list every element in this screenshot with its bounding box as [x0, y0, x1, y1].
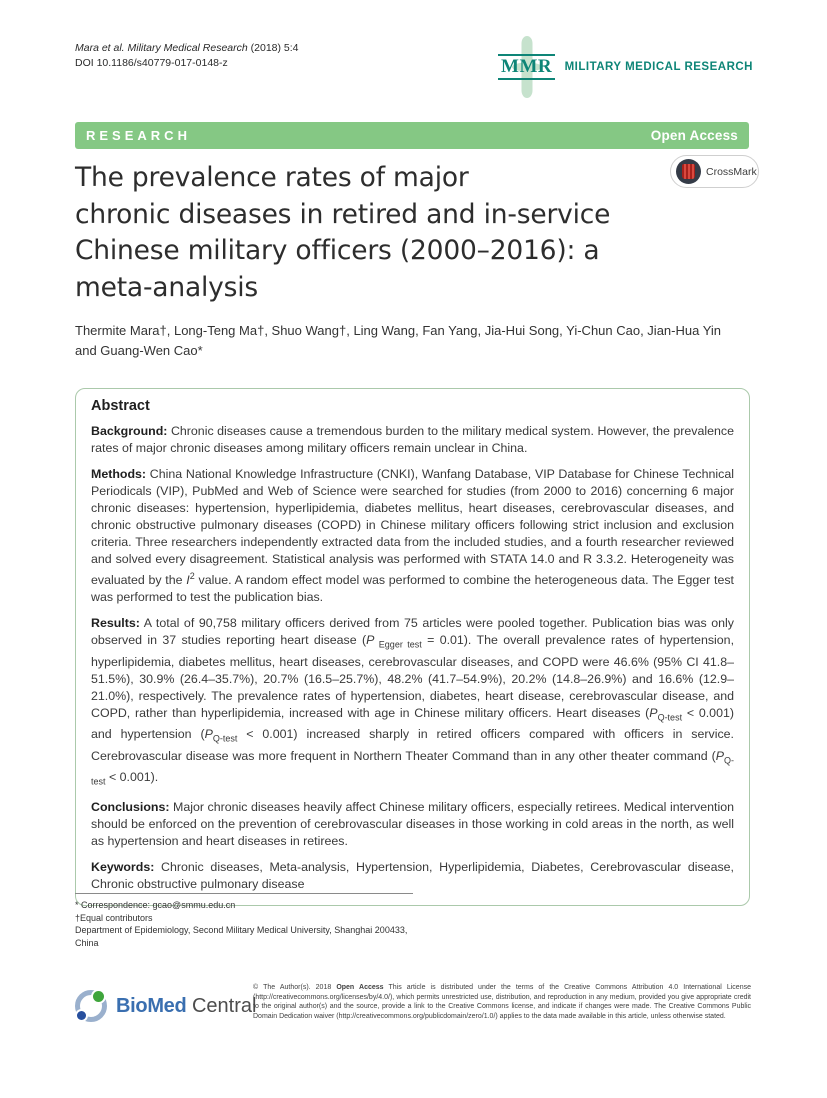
journal-monogram: MMR — [498, 54, 555, 80]
equal-contributors-note: †Equal contributors — [75, 912, 153, 923]
biomed-central-wordmark — [116, 995, 256, 1018]
section-text: China National Knowledge Infrastructure (CNKI), Wanfang Database, VIP Database for Chinese Technical Periodicals (VIP), PubMed and Web of Science were searched for studies (from 2000 to 2016) concerning 6 major chronic diseases: hypertension, hyperlipidemia, diabetes mellitus, heart diseases, cerebrovascular diseases, and chronic obstructive pulmonary diseases (COPD) in Chinese military officers following strict inclusion and exclusion criteria. Three researchers independently extracted data from the included studies, and a fourth researcher reviewed and solved every disagreement. Statistical analysis was performed with STATA 14.0 and R 3.3.2. Heterogeneity was evaluated by the $I^2$ value. A random effect model was performed to combine the heterogeneous data. The Egger test was performed to test the publication bias. — [91, 467, 734, 605]
abstract-keywords-section — [91, 859, 734, 893]
section-text: A total of 90,758 military officers derived from 75 articles were pooled together. Publication bias was only observed in 37 studies reporting heart disease (P $_{Egger test}$ = 0.01). The overall prevalence rates of hypertension, hyperlipidemia, diabetes mellitus, heart diseases, cerebrovascular diseases, and COPD were 46.6% (95% CI 41.8–51.5%), 30.9% (26.4–35.7%), 20.7% (16.5–25.7%), 48.2% (41.7–54.9%), 20.2% (14.8–26.9%) and 16.6% (12.9–21.0%), respectively. The prevalence rates of hypertension, diabetes, heart disease, cerebrovascular disease, and COPD, rather than hyperlipidemia, increased with age in Chinese military officers. Heart diseases $(P_{Q-test} < 0.001)$ and hypertension $(P_{Q-test} < 0.001)$ increased sharply in retired officers compared with officers in service. Cerebrovascular disease was more frequent in Northern Theater Command than in any other theater command $(P_{Q-test} < 0.001)$. — [91, 616, 735, 787]
doi-line: DOI 10.1186/s40779-017-0148-z — [75, 56, 228, 69]
article-title-line: The prevalence rates of major — [75, 162, 469, 193]
section-label: Background: — [91, 424, 168, 438]
citation-line: Mara et al. Military Medical Research (2018) 5:4 — [75, 42, 299, 54]
article-title-line: Chinese military officers (2000–2016): a — [75, 235, 600, 266]
section-text: Major chronic diseases heavily affect Chinese military officers, especially retirees. Medical intervention should be enforced on the prevention of cerebrovascular diseases in those working in cold areas in the north, as well as hypertension and heart diseases in retirees. — [91, 800, 734, 849]
ring-blue-dot-icon — [77, 1011, 86, 1020]
wordmark-bold: BioMed — [116, 994, 187, 1017]
crossmark-label: CrossMark — [706, 165, 757, 178]
section-text: Chronic diseases cause a tremendous burden to the military medical system. However, the prevalence rates of major chronic diseases among military officers remain unclear in China. — [91, 424, 734, 455]
article-type-banner — [75, 122, 749, 149]
author-list-line: and Guang-Wen Cao* — [75, 343, 203, 358]
biomed-central-ring-icon — [75, 990, 107, 1022]
section-label: Methods: — [91, 467, 147, 481]
biomed-central-logo — [75, 980, 257, 1022]
abstract-background-section — [91, 423, 734, 457]
article-type-label: RESEARCH — [86, 128, 191, 143]
header-citation-block — [75, 41, 299, 70]
journal-name: MILITARY MEDICAL RESEARCH — [564, 61, 753, 73]
license-text: © The Author(s). 2018 Open Access This article is distributed under the terms of the Creative Commons Attribution 4.0 International License (http://creativecommons.org/licenses/by/4.0/), which permits unrestricted use, distribution, and reproduction in any medium, provided you give appropriate credit to the original author(s) and the source, provide a link to the Creative Commons license, and indicate if changes were made. The Creative Commons Public Domain Dedication waiver (http://creativecommons.org/publicdomain/zero/1.0/) applies to the data made available in this article, unless otherwise stated. — [253, 984, 751, 1020]
section-label: Results: — [91, 616, 140, 631]
abstract-methods-section — [91, 466, 734, 606]
article-title-line: chronic diseases in retired and in-service — [75, 198, 611, 230]
abstract-box — [75, 388, 750, 906]
section-text: Chronic diseases, Meta-analysis, Hypertension, Hyperlipidemia, Diabetes, Cerebrovascular disease, Chronic obstructive pulmonary disease — [91, 860, 734, 892]
footnote-block — [75, 893, 413, 949]
ring-green-dot-icon — [93, 991, 104, 1002]
mmr-emblem-icon — [498, 36, 556, 98]
section-label: Conclusions: — [91, 800, 170, 815]
affiliation-note: Department of Epidemiology, Second Military Medical University, Shanghai 200433, China — [75, 925, 408, 948]
abstract-heading: Abstract — [91, 398, 150, 414]
author-list — [75, 321, 767, 361]
open-access-label: Open Access — [650, 128, 738, 143]
correspondence-note: * Correspondence: gcao@smmu.edu.cn — [75, 900, 236, 910]
abstract-conclusions-section — [91, 799, 734, 850]
article-title — [75, 160, 695, 306]
abstract-results-section — [91, 615, 734, 790]
journal-logo — [498, 36, 753, 98]
section-label: Keywords: — [91, 860, 155, 875]
wordmark-regular: Central — [186, 994, 257, 1017]
article-title-line: meta-analysis — [75, 271, 259, 303]
author-list-line: Thermite Mara†, Long-Teng Ma†, Shuo Wang†, Ling Wang, Fan Yang, Jia-Hui Song, Yi-Chun Cao, Jian-Hua Yin — [75, 323, 722, 338]
publisher-footer — [75, 980, 751, 1022]
